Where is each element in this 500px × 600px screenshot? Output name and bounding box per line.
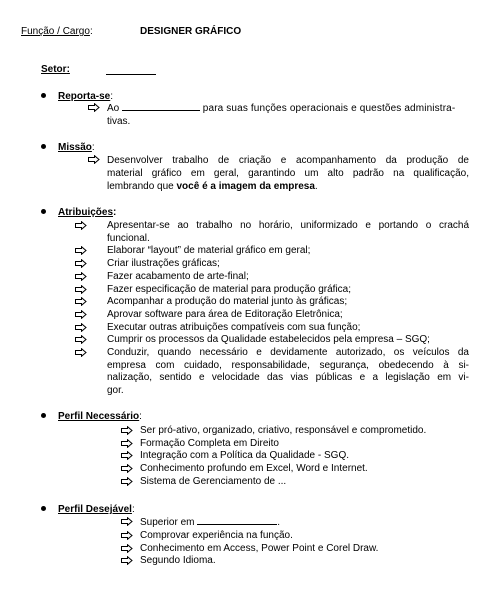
hollow-right-arrow-icon — [121, 517, 133, 526]
attribution-line: Criar ilustrações gráficas; — [107, 258, 220, 270]
required-profile-item: Ser pró-ativo, organizado, criativo, responsável e comprometido. — [140, 425, 427, 436]
required-profile-item: Integração com a Política da Qualidade - SGQ. — [140, 450, 349, 462]
sector-label: Setor: — [41, 64, 70, 75]
job-description-page: Função / Cargo: DESIGNER GRÁFICO Setor: Reporta-se: Ao para suas funções operacionais e questões administra- tivas. Missão: Desenvolver trabalho de criação e acompanhamento da produção de material gráfico em geral, garantindo um alto padrão na qualificação, lembrando que você é a imagem da empresa. Atribuições: Apresentar-se ao trabalho no horário, uniformizado e portando o crachá funcional. Elaborar “layout” de material gráfico em geral; Criar ilustrações gráficas; Fazer acabamento de arte-final; Fazer especificação de material para produção gráfica; Acompanhar a produção do material junto às gráficas; Aprovar software para área de Editoração Eletrônica; Executar outras atribuições compatíveis com sua função; Cumprir os processos da Qualidade estabelecidos pela empresa – SGQ; Conduzir, quando necessário e devidamente autorizado, os veículos da empresa com cuidado, responsabilidade, segurança, obedecendo à si- nalização, sentido e velocidade das vias públicas e a legislação em vi- gor. Perfil Necessário: Ser pró-ativo, organizado, criativo, responsável e comprometido. Formação Completa em Direito Integração com a Política da Qualidade - SGQ. Conhecimento profundo em Excel, Word e Internet. Sistema de Gerenciamento de ... Perfil Desejável: Superior em . Comprovar experiência na função. Conhecimento em Access, Power Point e Corel Draw. Segundo Idioma. — [21, 26, 469, 567]
section-heading-reporta: Reporta-se: — [41, 91, 113, 102]
attribution-line: empresa com cuidado, responsabilidade, segurança, obedecendo à si- — [107, 359, 469, 371]
section-heading-perfil-necessario: Perfil Necessário: — [41, 411, 142, 422]
attribution-line: gor. — [107, 385, 124, 397]
attribution-line: funcional. — [107, 232, 150, 244]
section-heading-missao: Missão: — [41, 142, 95, 153]
desired-degree-blank-line — [197, 524, 277, 525]
hollow-right-arrow-icon — [75, 272, 87, 281]
mission-line-3: lembrando que você é a imagem da empresa. — [107, 181, 318, 192]
mission-line-2: material gráfico em geral, garantindo um alto padrão na qualificação, — [107, 168, 469, 179]
hollow-right-arrow-icon — [75, 259, 87, 268]
bullet-dot-icon — [41, 209, 46, 214]
section-heading-perfil-desejavel: Perfil Desejável: — [41, 504, 135, 515]
hollow-right-arrow-icon — [121, 439, 133, 448]
desired-profile-item: Segundo Idioma. — [140, 555, 216, 567]
hollow-right-arrow-icon — [121, 556, 133, 565]
attribution-line: Aprovar software para área de Editoração Eletrônica; — [107, 308, 343, 320]
hollow-right-arrow-icon — [75, 221, 87, 230]
hollow-right-arrow-icon — [75, 285, 87, 294]
report-to-blank-line — [122, 110, 200, 111]
attribution-line: Executar outras atribuições compatíveis com sua função; — [107, 321, 361, 333]
hollow-right-arrow-icon — [75, 323, 87, 332]
desired-profile-item: Comprovar experiência na função. — [140, 530, 293, 541]
hollow-right-arrow-icon — [121, 544, 133, 553]
hollow-right-arrow-icon — [121, 451, 133, 460]
sector-blank-line — [106, 74, 156, 75]
bullet-dot-icon — [41, 506, 46, 511]
mission-line-1: Desenvolver trabalho de criação e acompanhamento da produção de — [107, 155, 469, 166]
required-profile-item: Sistema de Gerenciamento de ... — [140, 475, 287, 487]
bullet-dot-icon — [41, 144, 46, 149]
attribution-line: Apresentar-se ao trabalho no horário, uniformizado e portando o crachá — [107, 220, 469, 231]
section-heading-atribuicoes: Atribuições: — [41, 207, 116, 218]
attribution-line: Elaborar “layout” de material gráfico em geral; — [107, 245, 311, 257]
attribution-line: Acompanhar a produção do material junto às gráficas; — [107, 296, 348, 308]
hollow-right-arrow-icon — [75, 335, 87, 344]
bullet-dot-icon — [41, 413, 46, 418]
bullet-dot-icon — [41, 93, 46, 98]
hollow-right-arrow-icon — [121, 531, 133, 540]
hollow-right-arrow-icon — [75, 348, 87, 357]
job-title-value: DESIGNER GRÁFICO — [140, 26, 242, 37]
hollow-right-arrow-icon — [121, 464, 133, 473]
hollow-right-arrow-icon — [88, 103, 100, 112]
hollow-right-arrow-icon — [121, 477, 133, 486]
required-profile-item: Conhecimento profundo em Excel, Word e Internet. — [140, 463, 368, 475]
hollow-right-arrow-icon — [88, 155, 100, 164]
desired-profile-item: Conhecimento em Access, Power Point e Corel Draw. — [140, 542, 379, 554]
attribution-line: Conduzir, quando necessário e devidamente autorizado, os veículos da — [107, 347, 469, 358]
hollow-right-arrow-icon — [75, 310, 87, 319]
required-profile-item: Formação Completa em Direito — [140, 437, 279, 449]
job-title-label: Função / Cargo: — [21, 26, 93, 37]
hollow-right-arrow-icon — [75, 246, 87, 255]
attribution-line: Fazer acabamento de arte-final; — [107, 270, 249, 282]
attribution-line: nalização, sentido e velocidade das vias públicas e a legislação em vi- — [107, 372, 469, 384]
hollow-right-arrow-icon — [121, 426, 133, 435]
attribution-line: Fazer especificação de material para produção gráfica; — [107, 283, 352, 295]
hollow-right-arrow-icon — [75, 297, 87, 306]
attribution-line: Cumprir os processos da Qualidade estabelecidos pela empresa – SGQ; — [107, 334, 430, 346]
